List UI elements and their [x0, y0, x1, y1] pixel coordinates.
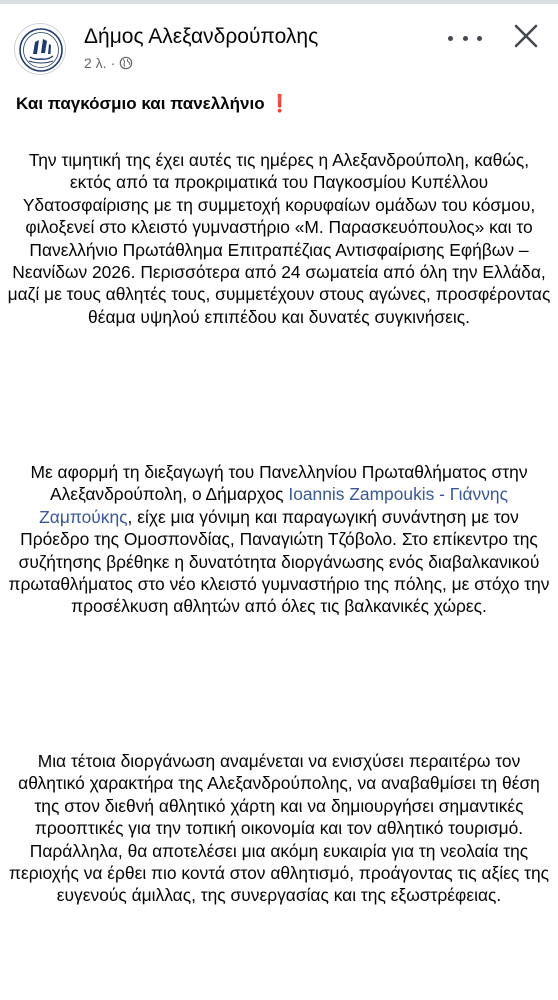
- post-meta: [84, 55, 133, 71]
- page-name[interactable]: Δήμος Αλεξανδρούπολης: [84, 25, 319, 48]
- mayor-mention-link[interactable]: Ioannis Zampoukis - Γιάννης Ζαμπούκης: [39, 484, 508, 527]
- close-icon[interactable]: [512, 22, 540, 50]
- exclamation-emoji: ❗: [269, 94, 291, 113]
- post-title-text: Και παγκόσμιο και πανελλήνιο: [16, 94, 265, 113]
- post-title: [16, 94, 290, 114]
- post-paragraph-3: Μια τέτοια διοργάνωση αναμένεται να ενισχύσει περαιτέρω τον αθλητικό χαρακτήρα της Αλεξανδρούπολης, να αναβαθμίσει τη θέση της στον διεθνή αθλητικό χάρτη και να δημιουργήσει σημαντικές προοπτικές για την τοπική οικονομία και τον αθλητικό τουρισμό. Παράλληλα, θα αποτελέσει μια ακόμη ευκαιρία για τη νεολαία της περιοχής να έρθει πιο κοντά στον αθλητισμό, προάγοντας τις αξίες της ευγενούς άμιλλας, της συνεργασίας και της εξωστρέφειας.: [8, 751, 550, 906]
- municipality-emblem-icon: [15, 24, 66, 75]
- post-paragraph-1: Την τιμητική της έχει αυτές τις ημέρες η Αλεξανδρούπολη, καθώς, εκτός από τα προκριματικά του Παγκοσμίου Κυπέλλου Υδατοσφαίρισης με τη συμμετοχή κορυφαίων ομάδων του κόσμου, φιλοξενεί στο κλειστό γυμναστήριο «Μ. Παρασκευόπουλος» και το Πανελλήνιο Πρωτάθλημα Επιτραπέζιας Αντισφαίρισης Εφήβων – Νεανίδων 2026. Περισσότερα από 24 σωματεία από όλη την Ελλάδα, μαζί με τους αθλητές τους, συμμετέχουν στους αγώνες, προσφέροντας θέαμα υψηλού επιπέδου και δυνατές συγκινήσεις.: [7, 150, 551, 327]
- post-time[interactable]: 2 λ.: [84, 55, 107, 71]
- meta-separator: ·: [110, 55, 116, 71]
- more-options-icon[interactable]: [448, 28, 482, 48]
- paragraph-2-text-start: Με αφορμή τη διεξαγωγή του Πανελληνίου Πρωταθλήματος στην Αλεξανδρούπολη, ο Δήμαρχος: [30, 462, 528, 505]
- globe-icon[interactable]: [119, 56, 133, 70]
- post-paragraph-2: [0, 461, 558, 618]
- page-avatar[interactable]: [14, 23, 66, 75]
- top-divider: [0, 0, 558, 4]
- dot: [448, 36, 453, 41]
- paragraph-2-text-end: , είχε μια γόνιμη και παραγωγική συνάντηση με τον Πρόεδρο της Ομοσπονδίας, Παναγιώτη Τζόβολο. Στο επίκεντρο της συζήτησης βρέθηκε η δυνατότητα διοργάνωσης ενός διαβαλκανικού πρωταθλήματος στο νέο κλειστό γυμναστήριο της πόλης, με στόχο την προσέλκυση αθλητών από όλες τις βαλκανικές χώρες.: [8, 506, 550, 617]
- dot: [477, 36, 482, 41]
- dot: [463, 36, 468, 41]
